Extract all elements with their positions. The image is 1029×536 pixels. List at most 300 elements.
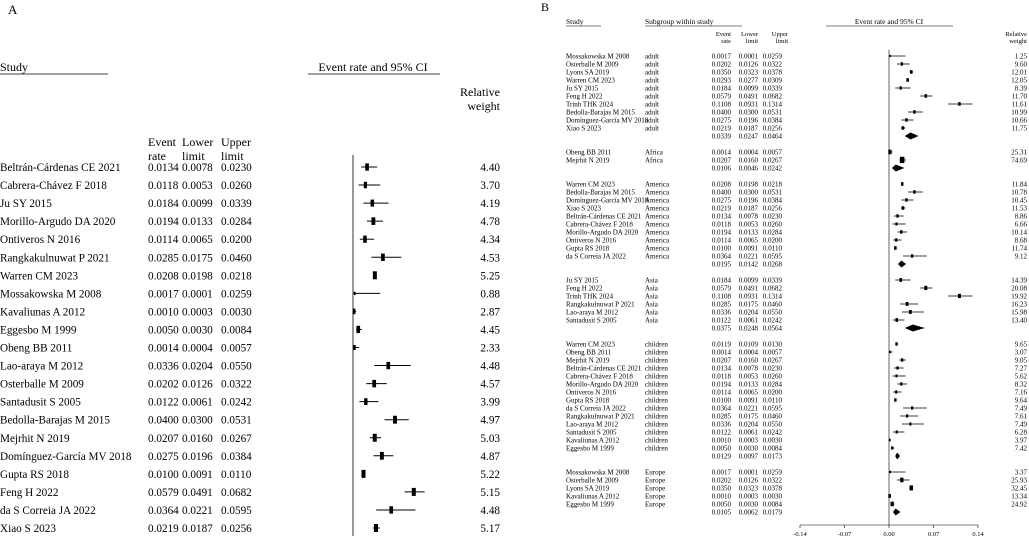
panel-b-lower-limit: 0.0109: [738, 340, 758, 349]
panel-b-point-estimate: [891, 446, 893, 449]
panel-b-point-estimate: [911, 406, 913, 409]
panel-b-subgroup: adult: [645, 52, 659, 61]
panel-b-study-name: Trinh THK 2024: [566, 292, 614, 301]
panel-b-point-estimate: [895, 238, 897, 241]
panel-b-event-rate: 0.0114: [712, 236, 731, 245]
panel-a-upper-limit: 0.0267: [221, 432, 252, 445]
panel-a-upper-limit: 0.0550: [221, 360, 252, 373]
panel-b-upper-limit: 0.0200: [762, 388, 782, 397]
panel-b-event-rate: 0.0184: [711, 276, 731, 285]
panel-b-relative-weight: 10.99: [1011, 108, 1027, 117]
panel-b-event-rate: 0.0350: [711, 484, 731, 493]
panel-b-study-name: Bedolla-Barajas M 2015: [566, 188, 635, 197]
panel-b-upper-limit: 0.0531: [762, 108, 782, 117]
panel-b-study-name: Eggesbo M 1999: [566, 444, 614, 453]
panel-b-lower-limit: 0.0142: [738, 260, 758, 269]
panel-b-upper-limit: 0.0242: [762, 428, 782, 437]
panel-b-relative-weight: 16.23: [1011, 300, 1027, 309]
panel-b-relative-weight: 7.61: [1014, 412, 1027, 421]
panel-b-lower-limit: 0.0053: [738, 372, 758, 381]
panel-b-study-name: Morillo-Argudo DA 2020: [566, 228, 639, 237]
panel-b-relative-weight: 3.07: [1014, 348, 1027, 357]
panel-b-upper-limit: 0.0284: [762, 228, 782, 237]
panel-b-point-estimate: [896, 430, 898, 433]
panel-b-study-name: Cabrera-Chávez F 2018: [566, 372, 633, 381]
panel-b-study-name: Xiao S 2023: [566, 124, 601, 133]
panel-b-relative-weight: 9.05: [1014, 356, 1027, 365]
panel-b-point-estimate: [900, 86, 902, 89]
panel-b-subgroup: Asia: [645, 308, 658, 317]
panel-b-rate-header: rate: [721, 38, 731, 45]
panel-b-lower-limit: 0.0323: [738, 484, 758, 493]
panel-a-point-estimate: [363, 236, 367, 243]
panel-b-lower-limit: 0.0491: [738, 284, 758, 293]
panel-b-relative-weight: 9.65: [1014, 340, 1027, 349]
panel-b-subgroup: Asia: [645, 284, 658, 293]
panel-b-study-name: Trinh THK 2024: [566, 100, 614, 109]
panel-b-relative-weight: 8.32: [1014, 380, 1027, 389]
panel-a-relative-weight: 4.87: [480, 450, 500, 463]
panel-b-study-name: Lao-araya M 2012: [566, 420, 619, 429]
panel-b-upper-limit: 0.1314: [762, 292, 782, 301]
panel-a-ci-title: Event rate and 95% CI: [318, 60, 428, 74]
panel-b-lower-limit: 0.0065: [738, 236, 758, 245]
panel-b-subgroup: adult: [645, 92, 659, 101]
panel-a-lower-limit: 0.0053: [182, 180, 213, 193]
panel-b-study-name: Lyons SA 2019: [566, 68, 610, 77]
panel-a-upper-limit: 0.0322: [221, 378, 252, 391]
panel-b-subgroup: Asia: [645, 316, 658, 325]
panel-a-event-rate: 0.0285: [148, 252, 179, 265]
panel-a-study-name: Feng H 2022: [0, 486, 59, 499]
panel-b-lower-limit: 0.0030: [738, 444, 758, 453]
panel-b-point-estimate: [910, 70, 913, 74]
panel-b-event-rate: 0.0106: [711, 164, 731, 173]
panel-a-lower-limit: 0.0160: [182, 432, 213, 445]
panel-b-subgroup: adult: [645, 100, 659, 109]
panel-b-upper-limit: 0.0564: [762, 324, 782, 333]
panel-b-study-name: Feng H 2022: [566, 284, 603, 293]
panel-b-upper-limit: 0.0267: [762, 156, 782, 165]
panel-b-lower-limit: 0.0198: [738, 180, 758, 189]
panel-b-relative-weight: 7.42: [1014, 444, 1027, 453]
panel-b-lower-limit: 0.0061: [738, 316, 758, 325]
panel-b-point-estimate: [906, 78, 909, 82]
panel-b-study-name: Osterballe M 2009: [566, 60, 619, 69]
panel-a-point-estimate: [386, 362, 390, 369]
panel-a-study-name: Xiao S 2023: [0, 523, 56, 535]
panel-b-event-rate: 0.0293: [711, 76, 731, 85]
panel-b-relative-weight: 6.28: [1014, 428, 1027, 437]
panel-b-lower-limit: 0.0931: [738, 100, 758, 109]
panel-b-upper-limit: 0.0242: [762, 316, 782, 325]
panel-b-event-rate: 0.0014: [711, 148, 731, 157]
panel-a-point-estimate: [373, 271, 377, 279]
panel-b-relative-weight: 6.66: [1014, 220, 1027, 229]
panel-b-study-name: Osterballe M 2009: [566, 476, 619, 485]
panel-b-lower-limit: 0.0099: [738, 276, 758, 285]
panel-b-event-rate: 0.0114: [712, 388, 731, 397]
panel-b-lower-limit: 0.0046: [738, 164, 758, 173]
panel-b-point-estimate: [900, 157, 905, 163]
panel-b-upper-limit: 0.0110: [763, 396, 782, 405]
panel-b-relative-weight: 24.92: [1011, 500, 1027, 509]
panel-b-relative-weight: 9.60: [1014, 60, 1027, 69]
panel-b-study-name: Lao-araya M 2012: [566, 308, 619, 317]
panel-b-weight-header: Relative: [1005, 31, 1027, 38]
panel-b-upper-header: Upper: [771, 31, 788, 38]
panel-a-event-rate: 0.0207: [148, 432, 179, 445]
panel-b-study-name: Feng H 2022: [566, 92, 603, 101]
panel-b-study-name: Rangkakulnuwat P 2021: [566, 300, 635, 309]
panel-b-upper-limit: 0.0259: [762, 468, 782, 477]
panel-b-event-rate: 0.0336: [711, 420, 731, 429]
panel-a-lower-limit: 0.0133: [182, 216, 213, 229]
panel-b-study-name: Mossakowska M 2008: [566, 52, 630, 61]
panel-a-lower-limit: 0.0175: [182, 252, 213, 265]
panel-a-point-estimate: [371, 217, 375, 225]
panel-a-point-estimate: [389, 506, 393, 513]
panel-a-point-estimate: [373, 434, 377, 442]
panel-a-point-estimate: [354, 292, 356, 295]
panel-a-lower-limit: 0.0030: [182, 324, 213, 337]
panel-b-subgroup: adult: [645, 84, 659, 93]
panel-b-study-name: Domínguez-García MV 2018: [566, 196, 649, 205]
panel-a-upper-limit: 0.0260: [221, 180, 252, 193]
panel-a-lower-limit: 0.0221: [182, 504, 213, 517]
panel-b-upper-limit: 0.0322: [762, 476, 782, 485]
panel-b-subgroup: America: [645, 236, 670, 245]
panel-b-lower-limit: 0.0204: [738, 420, 758, 429]
panel-b-subgroup: children: [645, 436, 668, 445]
panel-a-lower-limit: 0.0004: [182, 342, 213, 355]
panel-a-weight-header: weight: [467, 99, 500, 113]
panel-b-lower-limit: 0.0221: [738, 252, 758, 261]
panel-b-subgroup: adult: [645, 76, 659, 85]
panel-b-event-rate: 0.0400: [711, 108, 731, 117]
panel-b-upper-limit: 0.0550: [762, 420, 782, 429]
panel-b-study-name: Ju SY 2015: [566, 276, 599, 285]
panel-b-event-rate: 0.0100: [711, 244, 731, 253]
panel-b-subgroup: America: [645, 220, 670, 229]
panel-a-study-name: Gupta RS 2018: [0, 468, 69, 481]
panel-b-subgroup: adult: [645, 60, 659, 69]
panel-a-relative-weight: 4.48: [480, 360, 500, 373]
panel-b-subgroup: Europe: [645, 484, 666, 493]
panel-b-lower-limit: 0.0175: [738, 412, 758, 421]
panel-b-event-rate: 0.0017: [711, 468, 731, 477]
panel-b-upper-limit: 0.0110: [763, 244, 782, 253]
panel-b-upper-limit: 0.0309: [762, 76, 782, 85]
panel-a-upper-limit: 0.0259: [221, 288, 252, 301]
panel-b-lower-limit: 0.0248: [738, 324, 758, 333]
panel-b-lower-limit: 0.0099: [738, 84, 758, 93]
panel-a-upper-limit: 0.0084: [221, 324, 252, 337]
panel-a-relative-weight: 3.99: [480, 396, 500, 409]
panel-b-study-name: Santadusit S 2005: [566, 316, 617, 325]
panel-b-upper-limit: 0.0218: [762, 180, 782, 189]
panel-b-upper-limit: 0.0256: [762, 124, 782, 133]
panel-a-study-name: Morillo-Argudo DA 2020: [0, 216, 116, 229]
panel-a-relative-weight: 4.40: [480, 162, 500, 174]
panel-a-lower-limit: 0.0061: [182, 396, 213, 409]
panel-a-point-estimate: [365, 163, 369, 170]
panel-b-upper-limit: 0.0259: [762, 52, 782, 61]
panel-b-relative-weight: 9.64: [1014, 396, 1027, 405]
panel-b-subgroup: Africa: [645, 156, 663, 165]
panel-b-event-rate: 0.0050: [711, 444, 731, 453]
panel-b-study-name: Xiao S 2023: [566, 204, 601, 213]
panel-a-upper-limit: 0.0384: [221, 450, 252, 463]
panel-b-weight-header: weight: [1009, 38, 1027, 45]
panel-b-lower-limit: 0.0196: [738, 196, 758, 205]
panel-b-study-header: Study: [566, 17, 584, 26]
panel-b-lower-limit: 0.0004: [738, 348, 758, 357]
panel-b-lower-limit: 0.0053: [738, 220, 758, 229]
panel-a-point-estimate: [374, 524, 378, 532]
panel-b-relative-weight: 13.34: [1011, 492, 1027, 501]
panel-b-relative-weight: 25.93: [1011, 476, 1027, 485]
panel-b-relative-weight: 10.78: [1011, 188, 1027, 197]
panel-b-relative-weight: 32.45: [1011, 484, 1027, 493]
panel-b-lower-limit: 0.0001: [738, 468, 758, 477]
panel-b-rate-header: Event: [715, 31, 731, 38]
panel-a-study-name: Beltrán-Cárdenas CE 2021: [0, 162, 121, 174]
panel-b-event-rate: 0.0275: [711, 196, 731, 205]
panel-a-relative-weight: 4.19: [480, 198, 500, 211]
panel-b-subgroup: Europe: [645, 468, 666, 477]
panel-a-lower-limit: 0.0126: [182, 378, 213, 391]
panel-b-lower-limit: 0.0091: [738, 244, 758, 253]
panel-a-event-rate: 0.0114: [148, 234, 179, 247]
panel-b-point-estimate: [913, 110, 915, 113]
panel-b-lower-limit: 0.0175: [738, 300, 758, 309]
panel-a-event-rate: 0.0118: [148, 180, 179, 193]
panel-a-event-rate: 0.0579: [148, 486, 179, 499]
panel-a-event-rate: 0.0202: [148, 378, 179, 391]
panel-a-lower-header: limit: [182, 149, 205, 163]
panel-a-event-rate: 0.0050: [148, 324, 179, 337]
panel-b-relative-weight: 19.92: [1011, 292, 1027, 301]
panel-a-relative-weight: 5.17: [480, 523, 500, 535]
panel-b-lower-limit: 0.0078: [738, 212, 758, 221]
panel-b-event-rate: 0.0207: [711, 356, 731, 365]
panel-b-lower-limit: 0.0187: [738, 204, 758, 213]
panel-b-upper-limit: 0.0339: [762, 276, 782, 285]
panel-b-relative-weight: 8.86: [1014, 212, 1027, 221]
panel-b-point-estimate: [900, 382, 902, 385]
panel-b-relative-weight: 11.75: [1011, 124, 1027, 133]
panel-b-relative-weight: 1.25: [1014, 52, 1027, 61]
panel-b-event-rate: 0.0194: [711, 380, 731, 389]
panel-b-event-rate: 0.0364: [711, 404, 731, 413]
panel-b-event-rate: 0.0336: [711, 308, 731, 317]
panel-b-relative-weight: 7.16: [1014, 388, 1027, 397]
panel-b-study-name: Ju SY 2015: [566, 84, 599, 93]
panel-a-point-estimate: [412, 488, 416, 496]
panel-a-relative-weight: 4.53: [480, 252, 500, 265]
panel-b-upper-limit: 0.0268: [762, 260, 782, 269]
panel-b-upper-limit: 0.0230: [762, 212, 782, 221]
panel-b-event-rate: 0.0195: [711, 260, 731, 269]
panel-b-upper-limit: 0.0378: [762, 484, 782, 493]
panel-b-lower-limit: 0.0030: [738, 500, 758, 509]
panel-b-subgroup: adult: [645, 124, 659, 133]
panel-b-subgroup-header: Subgroup within study: [645, 17, 714, 26]
panel-b-event-rate: 0.0134: [711, 364, 731, 373]
panel-b-lower-limit: 0.0160: [738, 156, 758, 165]
panel-b-upper-limit: 0.0179: [762, 508, 782, 517]
panel-a-upper-limit: 0.0284: [221, 216, 252, 229]
panel-b-upper-limit: 0.0339: [762, 84, 782, 93]
panel-a-study-name: Eggesbo M 1999: [0, 324, 77, 337]
panel-b-study-name: Eggesbo M 1999: [566, 500, 614, 509]
panel-b-point-estimate: [891, 502, 894, 507]
panel-b-point-estimate: [900, 230, 902, 233]
panel-b-upper-limit: 0.0267: [762, 356, 782, 365]
panel-a-upper-limit: 0.0030: [221, 306, 252, 319]
panel-b-subgroup: Asia: [645, 276, 658, 285]
panel-a-study-name: Warren CM 2023: [0, 270, 79, 283]
panel-b-subgroup: America: [645, 252, 670, 261]
panel-b-upper-limit: 0.0260: [762, 220, 782, 229]
panel-a-relative-weight: 4.45: [480, 324, 500, 337]
panel-b-event-rate: 0.0208: [711, 180, 731, 189]
panel-a-event-rate: 0.0194: [148, 216, 179, 229]
panel-b-relative-weight: 11.61: [1011, 100, 1027, 109]
panel-b-lower-limit: 0.0277: [738, 76, 758, 85]
panel-a-relative-weight: 2.87: [480, 306, 500, 319]
panel-b-x-tick-label: -0.14: [793, 531, 807, 536]
panel-b-point-estimate: [958, 294, 961, 298]
panel-b-event-rate: 0.0275: [711, 116, 731, 125]
panel-a-upper-limit: 0.0256: [221, 523, 252, 535]
panel-b-upper-limit: 0.0173: [762, 452, 782, 461]
panel-b-event-rate: 0.0219: [711, 204, 731, 213]
panel-b-subgroup: America: [645, 228, 670, 237]
panel-a-upper-limit: 0.0057: [221, 342, 252, 355]
panel-b-subgroup: children: [645, 356, 668, 365]
panel-a-label: A: [8, 2, 18, 17]
panel-b-event-rate: 0.0219: [711, 124, 731, 133]
panel-b-lower-limit: 0.0300: [738, 188, 758, 197]
panel-a-lower-limit: 0.0099: [182, 198, 213, 211]
panel-b-study-name: Domínguez-García MV 2018: [566, 116, 649, 125]
panel-a-event-rate: 0.0275: [148, 450, 179, 463]
panel-b-upper-limit: 0.0460: [762, 412, 782, 421]
panel-b-lower-header: limit: [745, 38, 758, 45]
panel-b-lower-limit: 0.0221: [738, 404, 758, 413]
panel-b-upper-limit: 0.0682: [762, 92, 782, 101]
panel-a-relative-weight: 5.15: [480, 486, 500, 499]
panel-a-relative-weight: 0.88: [480, 288, 500, 301]
panel-a-study-name: Obeng BB 2011: [0, 342, 73, 355]
panel-a-point-estimate: [353, 345, 355, 350]
panel-b-lower-limit: 0.0931: [738, 292, 758, 301]
panel-b-relative-weight: 10.45: [1011, 196, 1027, 205]
panel-b-event-rate: 0.0400: [711, 188, 731, 197]
panel-b-upper-limit: 0.0230: [762, 364, 782, 373]
panel-b-point-estimate: [905, 118, 907, 121]
panel-b-upper-limit: 0.0550: [762, 308, 782, 317]
panel-b-subgroup: adult: [645, 68, 659, 77]
panel-b-relative-weight: 10.14: [1011, 228, 1027, 237]
panel-b-subgroup: America: [645, 244, 670, 253]
panel-b-upper-limit: 0.0595: [762, 252, 782, 261]
panel-b-upper-limit: 0.1314: [762, 100, 782, 109]
panel-b-subgroup: children: [645, 404, 668, 413]
panel-b-study-name: Lyons SA 2019: [566, 484, 610, 493]
panel-b-upper-limit: 0.0260: [762, 372, 782, 381]
panel-b-point-estimate: [889, 471, 891, 474]
panel-b-study-name: Obeng BB 2011: [566, 348, 612, 357]
panel-b-event-rate: 0.0119: [712, 340, 731, 349]
panel-b-relative-weight: 13.40: [1011, 316, 1027, 325]
panel-b-upper-limit: 0.0378: [762, 68, 782, 77]
panel-b-event-rate: 0.0579: [711, 284, 731, 293]
panel-a-upper-limit: 0.0110: [221, 468, 252, 481]
panel-b-subgroup: Europe: [645, 500, 666, 509]
panel-a-event-rate: 0.0184: [148, 198, 179, 211]
panel-b-event-rate: 0.0122: [711, 316, 731, 325]
panel-b-x-tick-label: -0.07: [837, 531, 852, 536]
panel-a-weight-header: Relative: [460, 85, 500, 99]
panel-a-event-rate: 0.0134: [148, 162, 179, 174]
panel-b-point-estimate: [909, 485, 913, 490]
panel-b-point-estimate: [909, 422, 911, 425]
panel-b-subgroup: Africa: [645, 148, 663, 157]
panel-b-study-name: Kavaliunas A 2012: [566, 436, 620, 445]
panel-b-subgroup: children: [645, 412, 668, 421]
panel-a-study-name: Kavaliunas A 2012: [0, 306, 86, 319]
panel-a-relative-weight: 4.34: [480, 234, 500, 247]
panel-b-upper-limit: 0.0030: [762, 492, 782, 501]
panel-a-upper-limit: 0.0339: [221, 198, 252, 211]
panel-a-lower-limit: 0.0196: [182, 450, 213, 463]
panel-b-relative-weight: 3.97: [1014, 436, 1027, 445]
panel-b-subgroup: Europe: [645, 476, 666, 485]
panel-b-study-name: Mejrhit N 2019: [566, 356, 610, 365]
panel-b-lower-limit: 0.0091: [738, 396, 758, 405]
panel-b-study-name: Mossakowska M 2008: [566, 468, 630, 477]
panel-a-point-estimate: [364, 398, 367, 405]
panel-b-x-tick-label: 0.07: [927, 531, 940, 536]
panel-b-lower-limit: 0.0062: [738, 508, 758, 517]
panel-b-upper-limit: 0.0256: [762, 204, 782, 213]
panel-b-study-name: Gupta RS 2018: [566, 244, 610, 253]
panel-b-upper-limit: 0.0460: [762, 300, 782, 309]
panel-a-event-rate: 0.0364: [148, 504, 179, 517]
panel-b-upper-limit: 0.0200: [762, 236, 782, 245]
panel-b-relative-weight: 12.05: [1011, 76, 1027, 85]
panel-b-subgroup: Europe: [645, 492, 666, 501]
panel-b-relative-weight: 11.74: [1011, 244, 1027, 253]
panel-b-upper-limit: 0.0030: [762, 436, 782, 445]
panel-a-upper-limit: 0.0531: [221, 414, 252, 427]
panel-a-study-name: Domínguez-García MV 2018: [0, 450, 132, 463]
panel-b-subgroup: adult: [645, 116, 659, 125]
panel-b-event-rate: 0.0100: [711, 396, 731, 405]
panel-a-event-rate: 0.0208: [148, 270, 179, 283]
panel-b-event-rate: 0.0184: [711, 84, 731, 93]
panel-b-relative-weight: 20.08: [1011, 284, 1027, 293]
panel-a-relative-weight: 4.78: [480, 216, 500, 229]
panel-b-point-estimate: [901, 62, 903, 65]
panel-b-relative-weight: 9.12: [1014, 252, 1027, 261]
panel-b-upper-limit: 0.0057: [762, 348, 782, 357]
panel-b-subgroup: children: [645, 340, 668, 349]
panel-a-lower-limit: 0.0065: [182, 234, 213, 247]
